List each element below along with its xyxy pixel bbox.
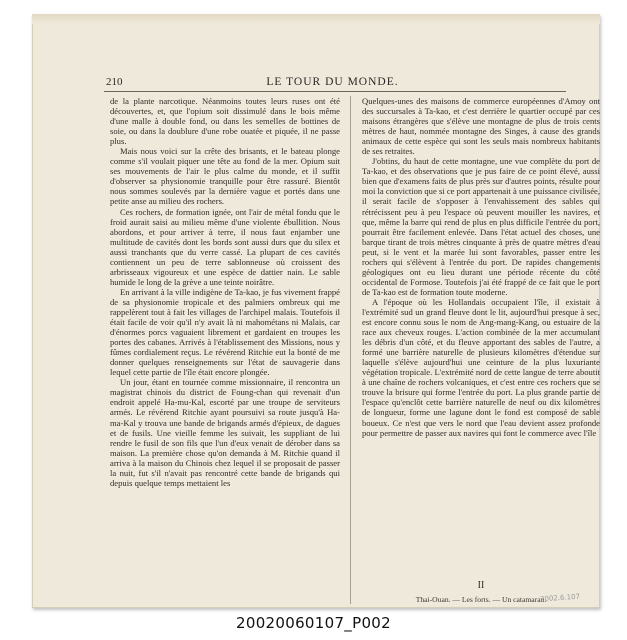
paragraph: Ces rochers, de formation ignée, ont l'air de métal fondu que le froid aurait saisi au milieu même d'une violente ébullition. Nous abordons, et pour arriver à terre, il nous faut enjamber une multitude de cavités dont les bords sont aussi durs que du silex et aussi tranchants que du verre cassé. La plupart de ces cavités contiennent un peu de terre sablonneuse où croissent des arbrisseaux vigoureux et une espèce de dattier nain. Le sable humide le long de la grève a une teinte noirâtre. xyxy=(110,206,340,287)
page-number: 210 xyxy=(106,76,123,88)
catalog-label: 20020060107_P002 xyxy=(236,614,391,632)
page-header xyxy=(96,76,569,90)
section-number: II xyxy=(477,580,485,591)
paragraph: Quelques-unes des maisons de commerce européennes d'Amoy ont des succursales à Ta-kao, et c'est derrière le quartier occupé par ces maisons étrangères que s'élève une montagne de plus de trois cents mètres de haut, nommée montagne des Singes, à cause des grands animaux de cette espèce qui sont les seuls mais nombreux habitants de ses retraites. xyxy=(362,96,600,157)
header-rule xyxy=(104,91,566,92)
paragraph: Mais nous voici sur la crête des brisants, et le bateau plonge comme s'il voulait piquer une tête au fond de la mer. Opium suit ses mouvements de l'air le plus calme du monde, et il suffit d'observer sa physionomie tranquille pour être rassuré. Bientôt nous sommes soulevés par la dernière vague et portés dans une petite anse au milieu des rochers. xyxy=(110,146,340,207)
column-divider xyxy=(350,96,351,604)
paragraph: J'obtins, du haut de cette montagne, une vue complète du port de Ta-kao, et des observations que je pus faire de ce point élevé, aussi bien que d'examens faits de plus près sur d'autres points, résulte pour moi la conviction que si ce port appartenait à une puissance civilisée, il serait facile de s'opposer à l'envahissement des sables qui rétrécissent peu à peu l'espace où peuvent mouiller les navires, et que, même la barre qui rend de plus en plus difficile l'entrée du port, pourrait être facilement enlevée. Dans l'état actuel des choses, une barque tirant de trois mètres cinquante à près de quatre mètres d'eau peut, si le vent et la marée lui sont favorables, passer entre les rochers qui s'élèvent à l'entrée du port. De rapides changements géologiques ont eu lieu durant une période récente du côté occidental de Formose. Toutefois j'ai été frappé de ce fait que le port de Ta-kao est de formation toute moderne. xyxy=(362,156,600,297)
paragraph: A l'époque où les Hollandais occupaient l'île, il existait à l'extrémité sud un grand fleuve dont le lit, aujourd'hui presque à sec, est encore connu sous le nom de Ang-mang-Kang, ou estuaire de la race aux cheveux rouges. L'action combinée de la mer accumulant les débris d'un côté, et du fleuve apportant des sables de l'autre, a formé une barrière naturelle de plusieurs kilomètres d'étendue sur laquelle s'élève aujourd'hui une ceinture de la plus luxuriante végétation tropicale. L'extrémité nord de cette langue de terre aboutit à une chaîne de rochers volcaniques, et c'est entre ces rochers que se trouve la brisure qui forme l'entrée du port. La plus grande partie de l'espace qu'enclôt cette barrière naturelle de neuf ou dix kilomètres de longueur, forme une lagune dont le fond est composé de sable boueux. Ce n'est que vers le nord que l'eau devient assez profonde pour permettre de passer aux navires qui font le commerce avec l'île xyxy=(362,296,600,438)
paragraph: de la plante narcotique. Néanmoins toutes leurs ruses ont été découvertes, et, que l'opium soit dissimulé dans le bois même d'une malle à double fond, ou dans les semelles de bottines de soie, ou dans la doublure d'une robe ouatée et piquée, il ne passe plus. xyxy=(110,96,340,147)
paragraph: Un jour, étant en tournée comme missionnaire, il rencontra un magistrat chinois du district de Foung-chan qui revenait d'un endroit appelé Ha-mu-Kal, escorté par une troupe de serviteurs armés. Le révérend Ritchie ayant poursuivi sa route jusqu'à Ha-ma-Kal y trouva une bande de brigands armés d'épieux, de dagues et de fusils. Une vieille femme les suivait, les suppliant de lui rendre le fusil de son fils que l'un d'eux venait de dérober dans sa maison. La première chose qu'on demanda à M. Ritchie quand il arriva à la maison du Chinois chez lequel il se proposait de passer la nuit, fut s'il n'avait pas rencontré cette bande de brigands qui depuis quelque temps mettaient les xyxy=(110,377,340,488)
paragraph: En arrivant à la ville indigène de Ta-kao, je fus vivement frappé de sa physionomie tropicale et des palmiers ombreux qui me rappelèrent tout à fait les villages de l'archipel malais. Toutefois il était facile de voir qu'il n'y avait là ni mahométans ni Malais, car d'énormes porcs vaguaient librement et gardaient en troupes les portes des cabanes. Arrivés à l'établissement des Missions, nous y fûmes cordialement reçus. Le révérend Ritchie eut la bonté de me donner quelques renseignements sur l'état de sauvagerie dans lequel cette partie de l'île était encore plongée. xyxy=(110,286,340,378)
right-column xyxy=(362,96,600,574)
pencil-inventory-note: 2002.6.107 xyxy=(539,592,581,604)
figure-caption: Thai-Ouan. — Les forts. — Un catamaran. xyxy=(415,595,547,604)
running-title: LE TOUR DU MONDE. xyxy=(266,76,399,88)
paper-edge xyxy=(32,14,600,24)
left-column xyxy=(110,96,340,574)
